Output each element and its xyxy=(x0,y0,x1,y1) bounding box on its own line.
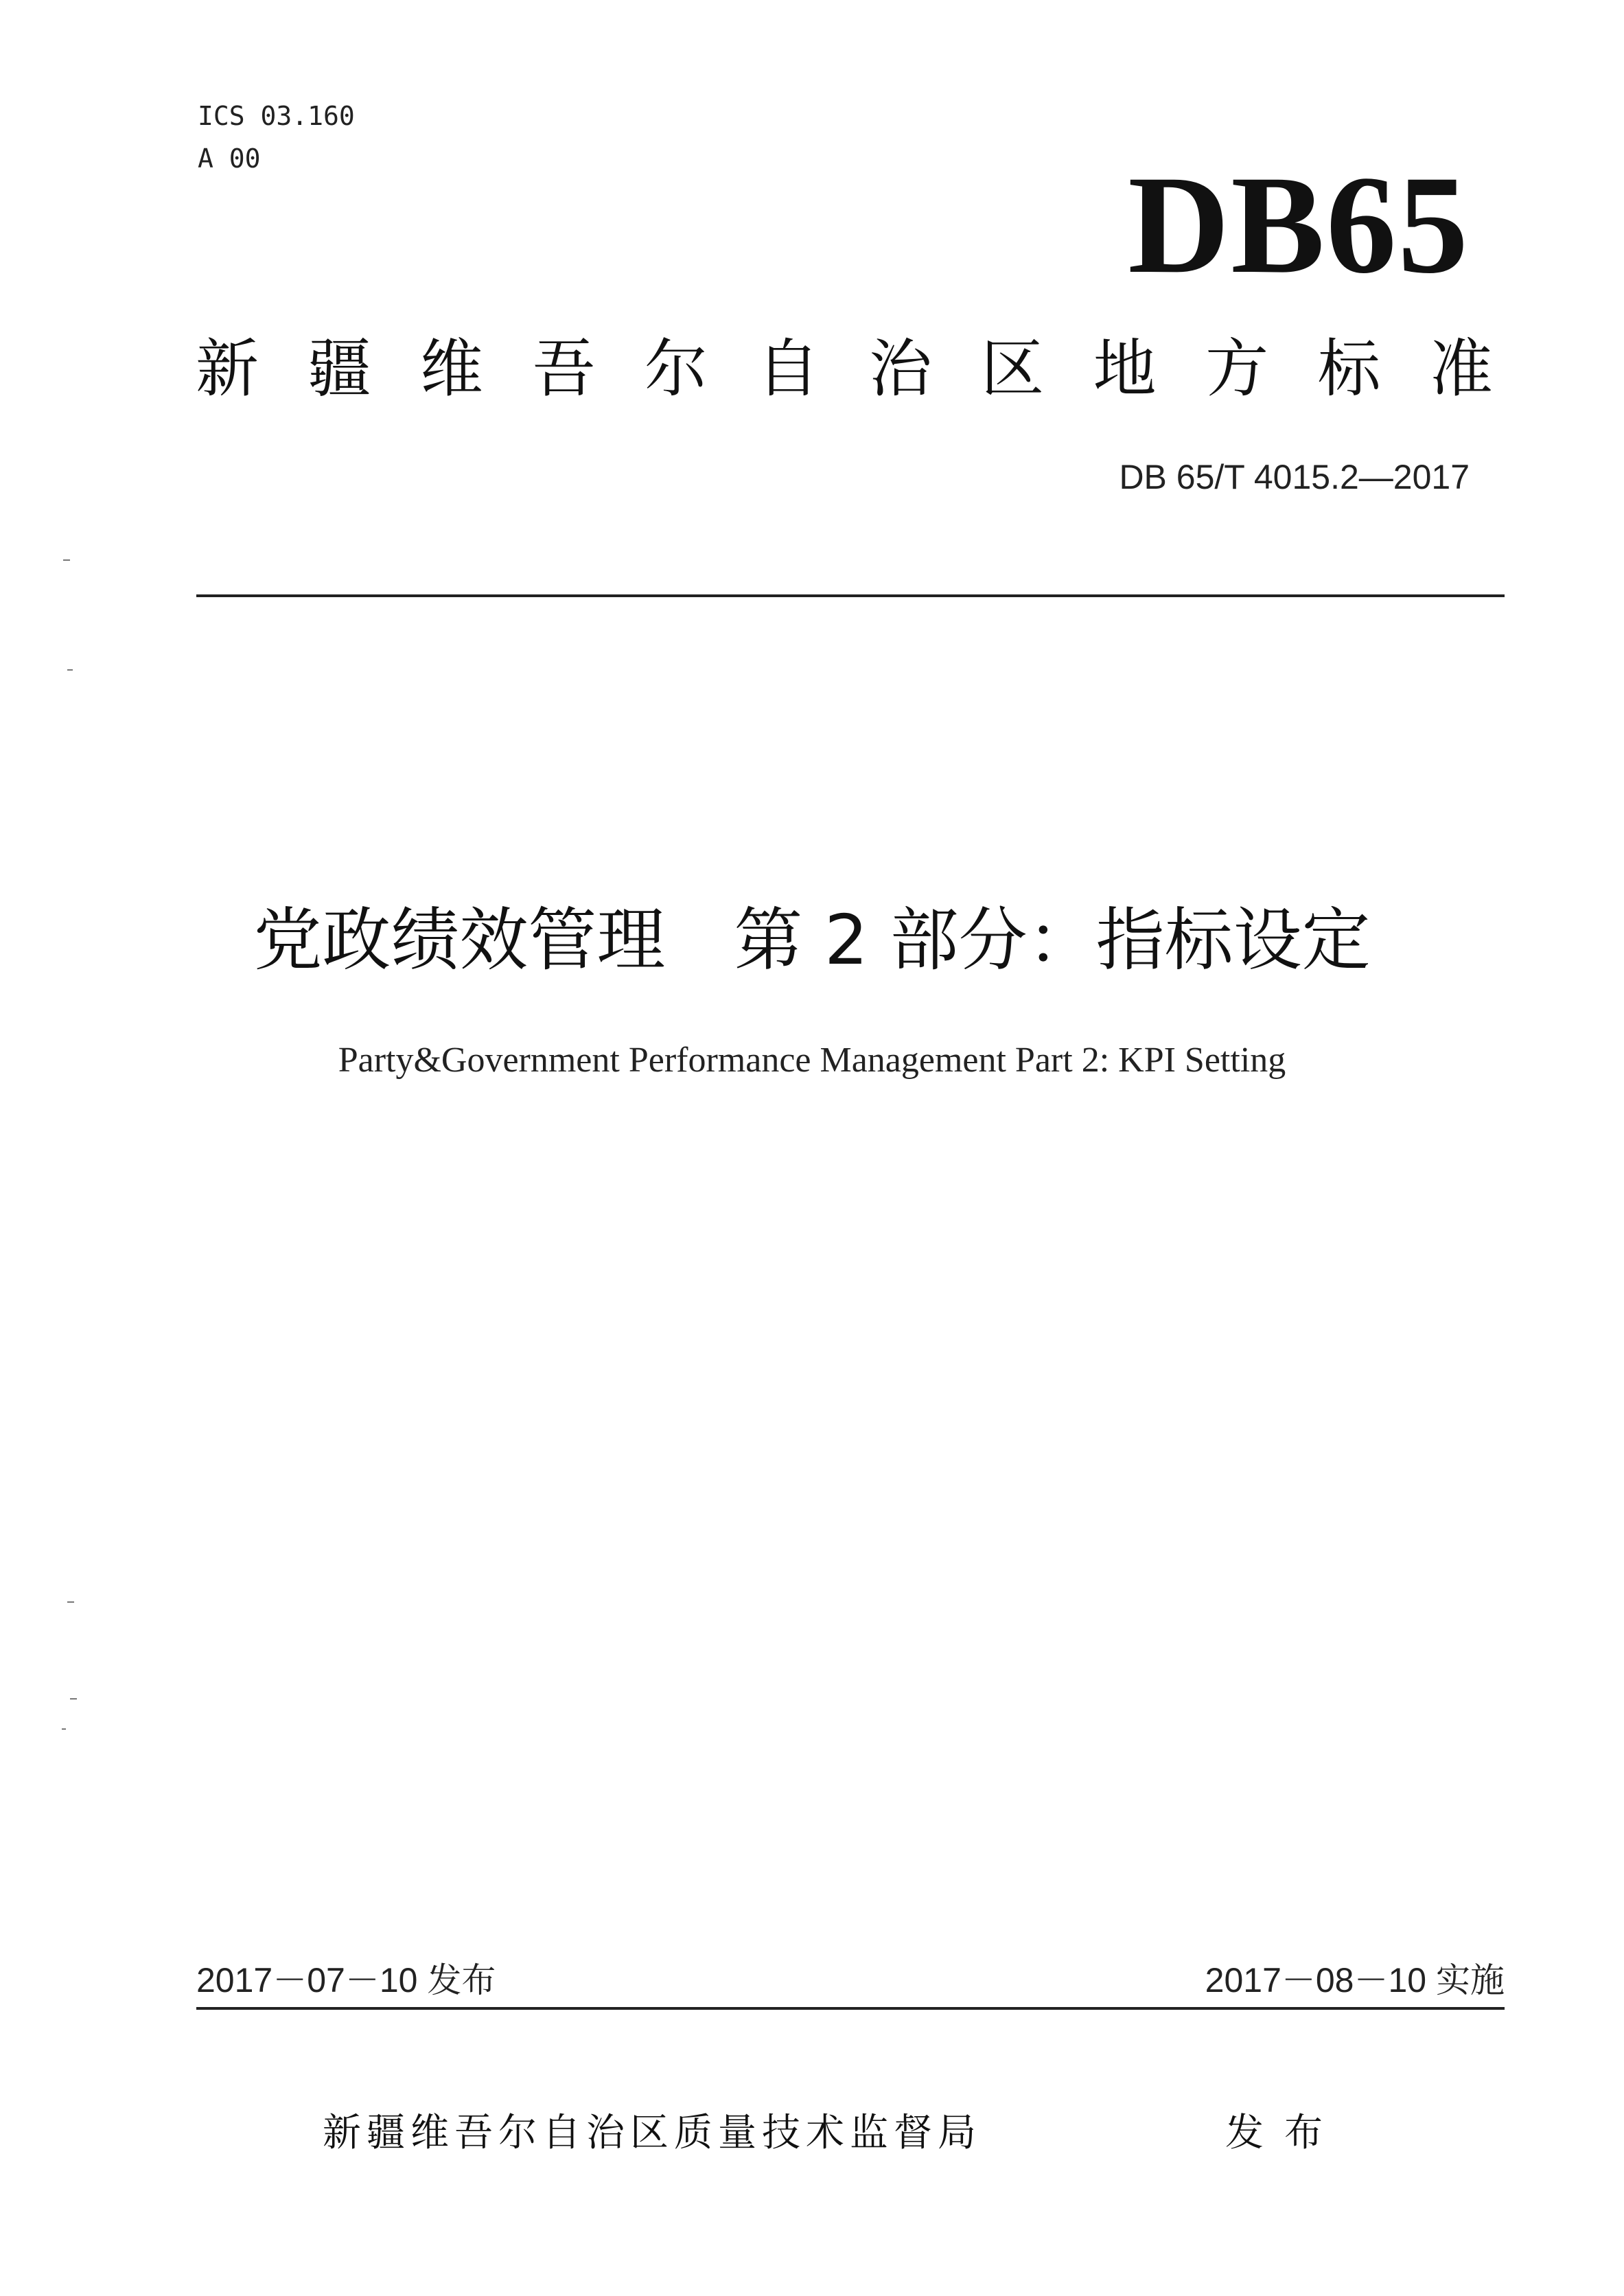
standard-number: DB 65/T 4015.2—2017 xyxy=(1119,458,1470,496)
chinese-title: 党政绩效管理 第 2 部分：指标设定 xyxy=(253,900,1371,980)
standard-type-char: 准 xyxy=(1429,332,1493,406)
top-divider xyxy=(196,594,1505,597)
standard-type-char: 治 xyxy=(868,332,932,406)
bottom-divider xyxy=(196,2007,1505,2010)
standard-type-char: 新 xyxy=(196,332,259,406)
standard-type-heading xyxy=(196,328,1493,410)
english-title: Party&Government Performance Management Part 2: KPI Setting xyxy=(338,1041,1286,1080)
ccs-code: A 00 xyxy=(198,143,261,174)
publish-action: 发布 xyxy=(1225,2111,1343,2155)
standard-type-char: 标 xyxy=(1317,332,1381,406)
standard-type-char: 疆 xyxy=(308,332,371,406)
scan-speck xyxy=(67,669,73,671)
standard-type-char: 自 xyxy=(756,332,820,406)
implementation-date: 2017－08－10 实施 xyxy=(1205,1961,1505,1999)
scan-speck xyxy=(70,1698,77,1700)
ics-code: ICS 03.160 xyxy=(198,101,355,131)
scan-speck xyxy=(67,1601,74,1603)
classification-codes xyxy=(198,95,355,180)
standard-type-char: 尔 xyxy=(644,332,708,406)
standard-type-char: 区 xyxy=(981,332,1045,406)
standard-type-char: 维 xyxy=(419,332,483,406)
standard-type-char: 地 xyxy=(1093,332,1157,406)
standard-type-char: 吾 xyxy=(532,332,596,406)
standard-type-char: 方 xyxy=(1205,332,1269,406)
scan-speck xyxy=(62,1728,66,1730)
standard-mark: DB65 xyxy=(1128,147,1470,303)
scan-speck xyxy=(63,559,70,561)
publisher-name: 新疆维吾尔自治区质量技术监督局 xyxy=(323,2111,982,2155)
issue-date: 2017－07－10 发布 xyxy=(196,1961,496,1999)
